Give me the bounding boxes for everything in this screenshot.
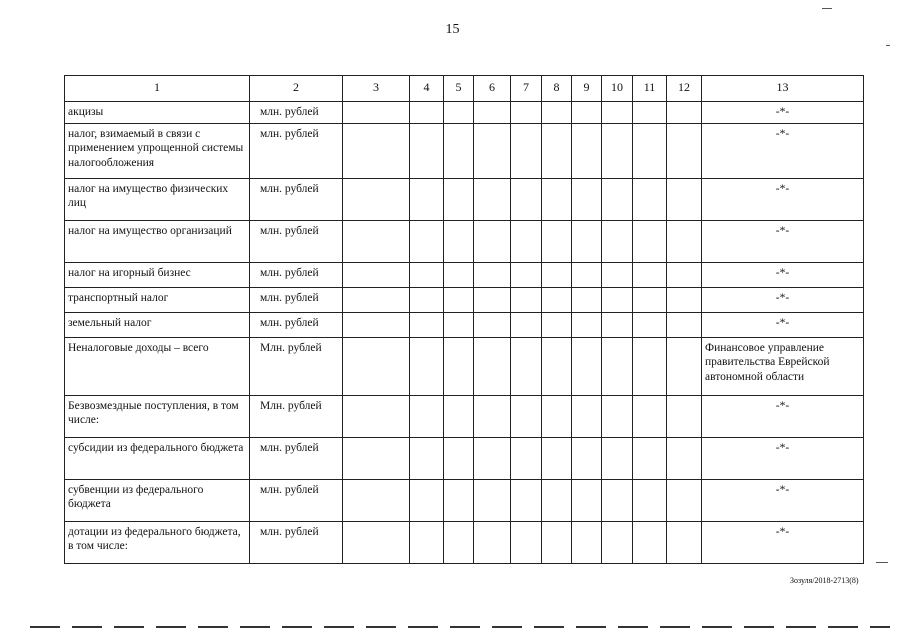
value-cell <box>511 438 542 480</box>
column-header: 11 <box>633 76 667 102</box>
source-cell: -*- <box>702 480 864 522</box>
value-cell <box>633 480 667 522</box>
value-cell <box>572 263 602 288</box>
value-cell <box>343 396 410 438</box>
indicator-name-cell: земельный налог <box>65 313 250 338</box>
value-cell <box>667 438 702 480</box>
value-cell <box>602 438 633 480</box>
value-cell <box>572 179 602 221</box>
column-header: 3 <box>343 76 410 102</box>
indicator-name-cell: налог на имущество физических лиц <box>65 179 250 221</box>
unit-cell: млн. рублей <box>250 179 343 221</box>
unit-cell: Млн. рублей <box>250 338 343 396</box>
indicator-name-cell: налог, взимаемый в связи с применением упрощенной системы налогообложения <box>65 124 250 179</box>
value-cell <box>633 338 667 396</box>
value-cell <box>474 102 511 124</box>
table-row <box>65 396 864 438</box>
value-cell <box>602 179 633 221</box>
value-cell <box>602 480 633 522</box>
value-cell <box>572 313 602 338</box>
table-row <box>65 522 864 564</box>
scan-mark <box>886 45 890 46</box>
value-cell <box>444 124 474 179</box>
source-cell: -*- <box>702 179 864 221</box>
value-cell <box>444 522 474 564</box>
value-cell <box>542 124 572 179</box>
indicator-name-cell: акцизы <box>65 102 250 124</box>
value-cell <box>474 263 511 288</box>
scan-mark <box>822 8 832 9</box>
value-cell <box>343 313 410 338</box>
value-cell <box>542 102 572 124</box>
value-cell <box>511 221 542 263</box>
source-cell: Финансовое управление правительства Еврейской автономной области <box>702 338 864 396</box>
unit-cell: млн. рублей <box>250 313 343 338</box>
scan-mark <box>876 562 888 563</box>
value-cell <box>572 102 602 124</box>
value-cell <box>572 124 602 179</box>
value-cell <box>572 438 602 480</box>
value-cell <box>542 288 572 313</box>
indicator-name-cell: налог на игорный бизнес <box>65 263 250 288</box>
table-row <box>65 313 864 338</box>
value-cell <box>633 102 667 124</box>
value-cell <box>444 288 474 313</box>
source-cell: -*- <box>702 313 864 338</box>
value-cell <box>633 124 667 179</box>
value-cell <box>444 263 474 288</box>
table-row <box>65 102 864 124</box>
column-header: 9 <box>572 76 602 102</box>
value-cell <box>410 102 444 124</box>
value-cell <box>633 221 667 263</box>
value-cell <box>542 221 572 263</box>
value-cell <box>572 221 602 263</box>
value-cell <box>542 263 572 288</box>
value-cell <box>542 396 572 438</box>
column-header: 13 <box>702 76 864 102</box>
value-cell <box>542 480 572 522</box>
value-cell <box>602 396 633 438</box>
value-cell <box>602 221 633 263</box>
value-cell <box>511 288 542 313</box>
value-cell <box>602 522 633 564</box>
indicator-name-cell: транспортный налог <box>65 288 250 313</box>
value-cell <box>410 338 444 396</box>
value-cell <box>633 438 667 480</box>
table-row <box>65 263 864 288</box>
value-cell <box>444 338 474 396</box>
value-cell <box>542 522 572 564</box>
unit-cell: млн. рублей <box>250 480 343 522</box>
value-cell <box>542 438 572 480</box>
value-cell <box>474 522 511 564</box>
value-cell <box>667 396 702 438</box>
value-cell <box>572 338 602 396</box>
value-cell <box>410 313 444 338</box>
value-cell <box>474 221 511 263</box>
value-cell <box>633 396 667 438</box>
table-body <box>65 102 864 564</box>
value-cell <box>511 338 542 396</box>
value-cell <box>474 313 511 338</box>
value-cell <box>343 438 410 480</box>
column-header: 6 <box>474 76 511 102</box>
value-cell <box>343 522 410 564</box>
unit-cell: млн. рублей <box>250 288 343 313</box>
table-row <box>65 288 864 313</box>
value-cell <box>474 124 511 179</box>
value-cell <box>667 102 702 124</box>
source-cell: -*- <box>702 263 864 288</box>
source-cell: -*- <box>702 522 864 564</box>
unit-cell: млн. рублей <box>250 221 343 263</box>
column-header: 5 <box>444 76 474 102</box>
value-cell <box>633 313 667 338</box>
column-header: 7 <box>511 76 542 102</box>
value-cell <box>667 522 702 564</box>
value-cell <box>511 102 542 124</box>
source-cell: -*- <box>702 288 864 313</box>
value-cell <box>410 480 444 522</box>
value-cell <box>602 124 633 179</box>
value-cell <box>474 480 511 522</box>
value-cell <box>511 263 542 288</box>
value-cell <box>343 480 410 522</box>
value-cell <box>667 179 702 221</box>
value-cell <box>410 179 444 221</box>
table-row <box>65 338 864 396</box>
value-cell <box>474 396 511 438</box>
value-cell <box>633 263 667 288</box>
value-cell <box>444 102 474 124</box>
value-cell <box>410 221 444 263</box>
value-cell <box>444 480 474 522</box>
column-header: 4 <box>410 76 444 102</box>
value-cell <box>602 313 633 338</box>
value-cell <box>572 288 602 313</box>
value-cell <box>474 438 511 480</box>
source-cell: -*- <box>702 396 864 438</box>
value-cell <box>410 438 444 480</box>
value-cell <box>444 313 474 338</box>
value-cell <box>474 288 511 313</box>
unit-cell: млн. рублей <box>250 263 343 288</box>
column-header: 2 <box>250 76 343 102</box>
table-row <box>65 438 864 480</box>
value-cell <box>410 522 444 564</box>
column-header: 12 <box>667 76 702 102</box>
value-cell <box>602 102 633 124</box>
value-cell <box>542 179 572 221</box>
indicator-name-cell: Неналоговые доходы – всего <box>65 338 250 396</box>
source-cell: -*- <box>702 102 864 124</box>
scan-artifact-dashes <box>30 626 890 628</box>
unit-cell: млн. рублей <box>250 102 343 124</box>
unit-cell: млн. рублей <box>250 438 343 480</box>
value-cell <box>667 263 702 288</box>
value-cell <box>410 396 444 438</box>
table-row <box>65 179 864 221</box>
document-code: Зозуля/2018-2713(8) <box>790 576 859 585</box>
value-cell <box>410 263 444 288</box>
page-number: 15 <box>445 22 460 37</box>
value-cell <box>511 124 542 179</box>
value-cell <box>602 338 633 396</box>
table-row <box>65 480 864 522</box>
value-cell <box>474 338 511 396</box>
value-cell <box>667 313 702 338</box>
value-cell <box>511 313 542 338</box>
table-row <box>65 124 864 179</box>
value-cell <box>633 179 667 221</box>
source-cell: -*- <box>702 221 864 263</box>
value-cell <box>511 522 542 564</box>
value-cell <box>444 438 474 480</box>
value-cell <box>343 221 410 263</box>
value-cell <box>667 124 702 179</box>
value-cell <box>343 263 410 288</box>
indicator-name-cell: субвенции из федерального бюджета <box>65 480 250 522</box>
indicator-name-cell: налог на имущество организаций <box>65 221 250 263</box>
value-cell <box>511 179 542 221</box>
indicator-name-cell: Безвозмездные поступления, в том числе: <box>65 396 250 438</box>
value-cell <box>572 522 602 564</box>
unit-cell: Млн. рублей <box>250 396 343 438</box>
value-cell <box>343 179 410 221</box>
value-cell <box>444 179 474 221</box>
value-cell <box>511 396 542 438</box>
budget-table <box>64 75 864 564</box>
table-header-row <box>65 76 864 102</box>
unit-cell: млн. рублей <box>250 522 343 564</box>
value-cell <box>633 288 667 313</box>
value-cell <box>343 338 410 396</box>
value-cell <box>667 288 702 313</box>
value-cell <box>410 288 444 313</box>
source-cell: -*- <box>702 438 864 480</box>
source-cell: -*- <box>702 124 864 179</box>
indicator-name-cell: дотации из федерального бюджета, в том числе: <box>65 522 250 564</box>
value-cell <box>602 263 633 288</box>
value-cell <box>667 338 702 396</box>
column-header: 10 <box>602 76 633 102</box>
value-cell <box>410 124 444 179</box>
value-cell <box>511 480 542 522</box>
indicator-name-cell: субсидии из федерального бюджета <box>65 438 250 480</box>
column-header: 1 <box>65 76 250 102</box>
column-header: 8 <box>542 76 572 102</box>
unit-cell: млн. рублей <box>250 124 343 179</box>
value-cell <box>343 288 410 313</box>
value-cell <box>667 480 702 522</box>
value-cell <box>444 396 474 438</box>
value-cell <box>633 522 667 564</box>
value-cell <box>542 313 572 338</box>
table-row <box>65 221 864 263</box>
value-cell <box>343 124 410 179</box>
value-cell <box>474 179 511 221</box>
value-cell <box>572 396 602 438</box>
value-cell <box>542 338 572 396</box>
value-cell <box>602 288 633 313</box>
value-cell <box>572 480 602 522</box>
value-cell <box>667 221 702 263</box>
value-cell <box>343 102 410 124</box>
value-cell <box>444 221 474 263</box>
